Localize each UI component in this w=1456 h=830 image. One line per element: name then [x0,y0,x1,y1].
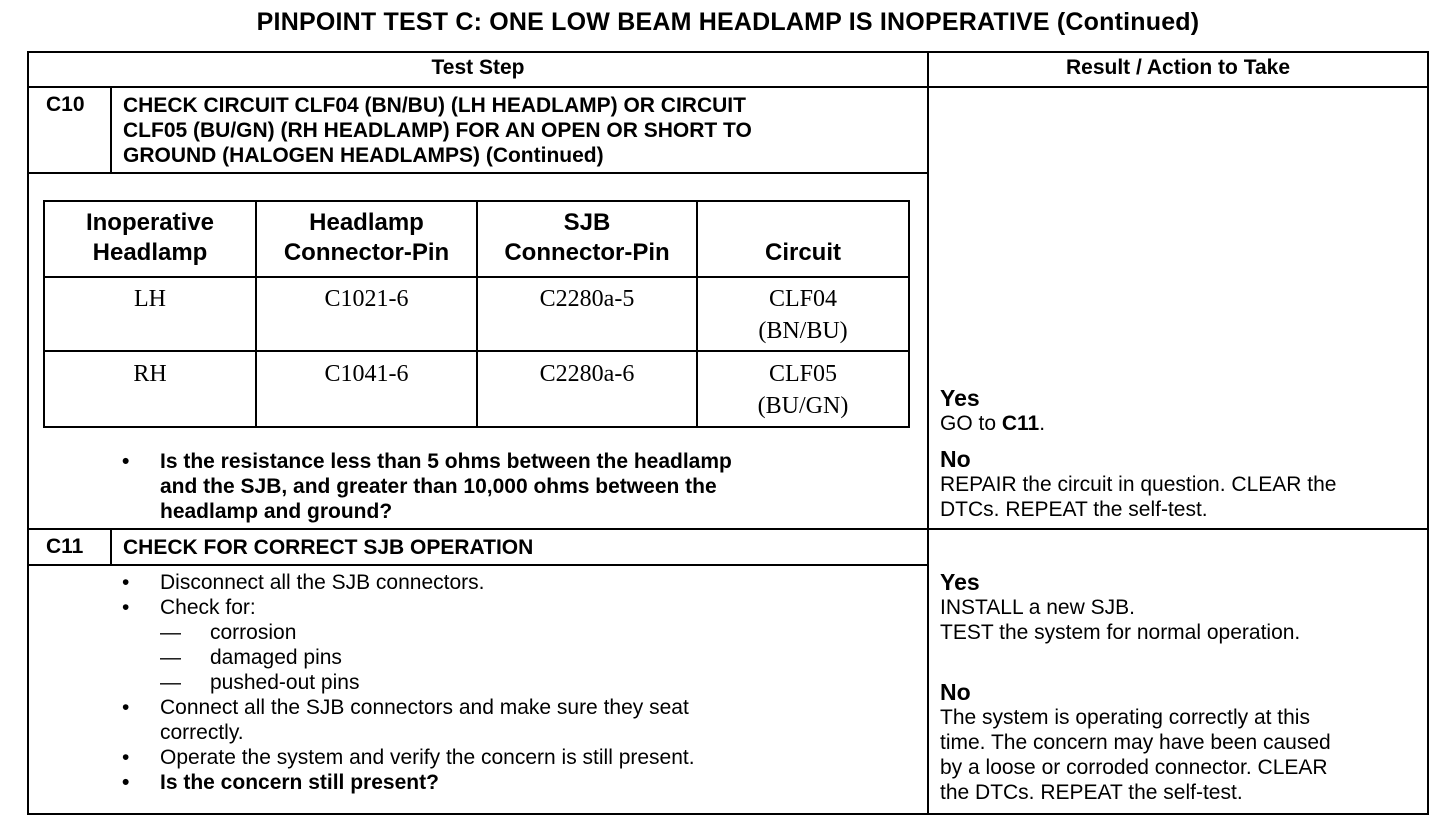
c10-number-divider [110,86,112,174]
c10-result [940,385,1336,522]
step-title-line: CLF05 (BU/GN) (RH HEADLAMP) FOR AN OPEN OR SHORT TO [123,119,752,142]
no-action-line: time. The concern may have been caused [940,731,1331,754]
th-headlamp-connector-pin [257,208,476,268]
inner-col-line [908,200,910,428]
td-headlamp-pin-lh: C1021-6 [324,286,409,312]
dash: — [160,646,181,669]
yes-label: Yes [940,385,980,411]
yes-label: Yes [940,569,980,595]
td-headlamp-pin-rh: C1041-6 [324,361,409,387]
step-title-c10 [123,93,752,168]
header-result: Result / Action to Take [1065,56,1291,79]
list-item [0,770,920,795]
list-item-continuation [0,720,920,745]
column-divider [927,51,929,815]
no-label: No [940,679,971,705]
dash: — [160,621,181,644]
sub-item [0,670,920,695]
step-number-c10: C10 [46,93,85,116]
th-line [698,208,908,238]
th-line: Circuit [764,239,841,266]
bullet: • [122,696,130,719]
c10-question [160,449,732,524]
sub-item-text: pushed-out pins [210,671,360,694]
td-circuit-rh [698,358,908,422]
sub-item-text: damaged pins [210,646,342,669]
no-label: No [940,446,971,472]
step-number-c11: C11 [46,535,84,558]
yes-action [940,411,1336,436]
bullet: • [122,450,130,473]
c11-number-divider [110,528,112,566]
header-test-step: Test Step [431,56,525,79]
td-sjb-pin-rh: C2280a-6 [539,361,635,387]
th-line: Connector-Pin [504,239,670,266]
td-headlamp-rh: RH [133,361,167,387]
item-text: Connect all the SJB connectors and make sure they seat [160,696,689,719]
td-headlamp-lh: LH [134,286,166,312]
item-text: Operate the system and verify the concern is still present. [160,746,695,769]
c11-result [940,569,1331,805]
td-line: CLF04 [768,286,837,312]
page-title: PINPOINT TEST C: ONE LOW BEAM HEADLAMP IS INOPERATIVE (Continued) [256,8,1200,36]
yes-action-text: GO to [940,412,1002,435]
td-sjb-pin-lh: C2280a-5 [539,286,635,312]
step-title-line: CHECK CIRCUIT CLF04 (BN/BU) (LH HEADLAMP) OR CIRCUIT [123,94,746,117]
table-top-border [27,51,1429,53]
list-item [0,570,920,595]
question-line: and the SJB, and greater than 10,000 ohms between the [160,475,717,498]
yes-action-end: . [1039,412,1046,435]
td-circuit-lh [698,283,908,347]
c10-bottom-border [27,528,1429,530]
bullet: • [122,596,130,619]
item-text: correctly. [160,721,244,744]
no-action-line: the DTCs. REPEAT the self-test. [940,781,1243,804]
header-bottom-border [27,86,1429,88]
td-line: (BU/GN) [757,393,849,419]
th-line: SJB [563,209,611,236]
bullet: • [122,771,130,794]
step-title-line: GROUND (HALOGEN HEADLAMPS) (Continued) [123,144,604,167]
item-text: Check for: [160,596,256,619]
no-action-line: DTCs. REPEAT the self-test. [940,498,1208,521]
th-line: Connector-Pin [283,239,450,266]
no-action-line: REPAIR the circuit in question. CLEAR the [940,473,1337,496]
th-line: Headlamp [309,209,424,236]
c11-instructions [0,570,920,795]
table-bottom-border [27,813,1429,815]
th-circuit [698,208,908,268]
th-line: Headlamp [92,239,208,266]
no-action-line: The system is operating correctly at this [940,706,1310,729]
list-item [0,695,920,720]
td-line: (BN/BU) [758,318,848,344]
sub-item-text: corrosion [210,621,297,644]
c10-title-bottom-border [27,172,929,174]
item-text: Disconnect all the SJB connectors. [160,571,485,594]
step-title-c11: CHECK FOR CORRECT SJB OPERATION [123,536,534,559]
td-line: CLF05 [768,361,837,387]
sub-item [0,620,920,645]
step-ref-c11: C11 [1001,412,1040,435]
list-item [0,595,920,620]
question-line: Is the resistance less than 5 ohms between the headlamp [160,450,732,473]
bullet: • [122,571,130,594]
bullet: • [122,746,130,769]
dash: — [160,671,181,694]
list-item [0,745,920,770]
th-sjb-connector-pin [478,208,696,268]
table-right-border [1427,51,1429,815]
yes-action-line: TEST the system for normal operation. [940,621,1301,644]
c11-title-bottom-border [27,564,929,566]
yes-action-line: INSTALL a new SJB. [940,596,1135,619]
th-line: Inoperative [85,209,215,236]
th-inoperative-headlamp [45,208,255,268]
c11-question: Is the concern still present? [160,771,439,794]
question-line: headlamp and ground? [160,500,393,523]
sub-item [0,645,920,670]
no-action-line: by a loose or corroded connector. CLEAR [940,756,1328,779]
